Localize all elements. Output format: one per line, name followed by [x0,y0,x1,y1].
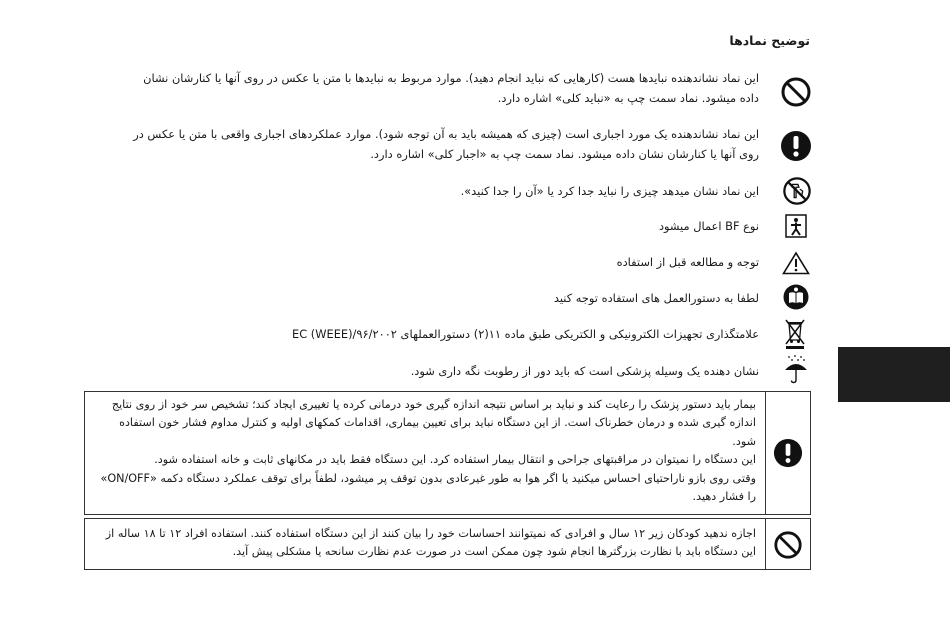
page-title: توضیح نمادها [729,33,810,48]
symbol-description: لطفا به دستورالعمل های استفاده توجه کنید [553,291,759,305]
weee-bin-icon [784,318,806,350]
do-not-disassemble-icon [782,176,812,206]
symbol-description: توجه و مطالعه قبل از استفاده [616,255,759,269]
prohibition-box [84,518,811,570]
warning-line: وقتی روی بازو ناراحتیای احساس میکنید یا اگر هوا به طور غیرعادی بدون توقف پر میشود، لطفاً برای توقف عملکرد دستگاه دکمه «ON/OFF» را فشار دهید. [100,471,756,504]
warning-line: این دستگاه را نمیتوان در مراقبتهای جراحی و انتقال بیمار استفاده کرد. این دستگاه فقط باید در مکانهای ثابت و خانه استفاده شود. [154,453,756,467]
mandatory-exclamation-icon [773,438,803,468]
symbol-description: علامتگذاری تجهیزات الکترونیکی و الکتریکی طبق ماده ۱۱(۲) دستورالعملهای EC (WEEE)/۹۶/۲۰۰۲ [292,327,759,341]
symbol-description: نشان دهنده یک وسیله پزشکی است که باید دور از رطوبت نگه داری شود. [410,364,759,378]
section-tab-marker [838,347,950,402]
symbol-description: این نماد نشان میدهد چیزی را نباید جدا کرد یا «آن را جدا کنید». [460,184,759,198]
mandatory-exclamation-icon [780,130,812,162]
warning-text [93,396,756,506]
warning-box [84,391,811,515]
prohibition-icon-cell [765,519,810,569]
symbol-description: نوع BF اعمال میشود [658,219,759,233]
warning-line: بیمار باید دستور پزشک را رعایت کند و نباید بر اساس نتیجه اندازه گیری خود درمانی کرده یا تغییری ایجاد کند؛ تشخیص سر خود از روی نتایج اندازه گیری شده و درمان خطرناک است. از این دستگاه نباید برای تعیین بیماری، اقدامات کمکهای اولیه و کنترل مداوم فشار خون استفاده شود. [111,398,756,448]
prohibition-icon [773,530,803,560]
prohibition-line: اجازه ندهید کودکان زیر ۱۲ سال و افرادی که نمیتوانند احساسات خود را بیان کنند از این دستگاه استفاده کنند. استفاده افراد ۱۲ تا ۱۸ ساله از این دستگاه باید با نظارت بزرگترها انجام شود چون ممکن است در صورت عدم نظارت سانحه یا مشکلی پیش آید. [105,527,756,559]
keep-dry-umbrella-icon [783,354,809,384]
read-manual-icon [783,284,809,310]
caution-triangle-icon [782,251,810,275]
type-bf-icon [785,214,807,238]
warning-icon-cell [765,392,810,514]
symbol-description: این نماد نشاندهنده نبایدها هست (کارهایی که نباید انجام دهید). موارد مربوط به نبایدها با متن یا عکس در روی آنها یا کنارشان نشان داده میشود. نماد سمت چپ به «نباید کلی» اشاره دارد. [143,71,759,105]
prohibition-text [93,525,756,562]
symbol-description: این نماد نشاندهنده یک مورد اجباری است (چیزی که همیشه باید به آن توجه شود). موارد عملکردهای اجباری واقعی با متن یا عکس در روی آنها یا کنارشان نشان داده میشود. نماد سمت چپ به «اجبار کلی» اشاره دارد. [133,127,759,161]
prohibition-icon [780,76,812,108]
